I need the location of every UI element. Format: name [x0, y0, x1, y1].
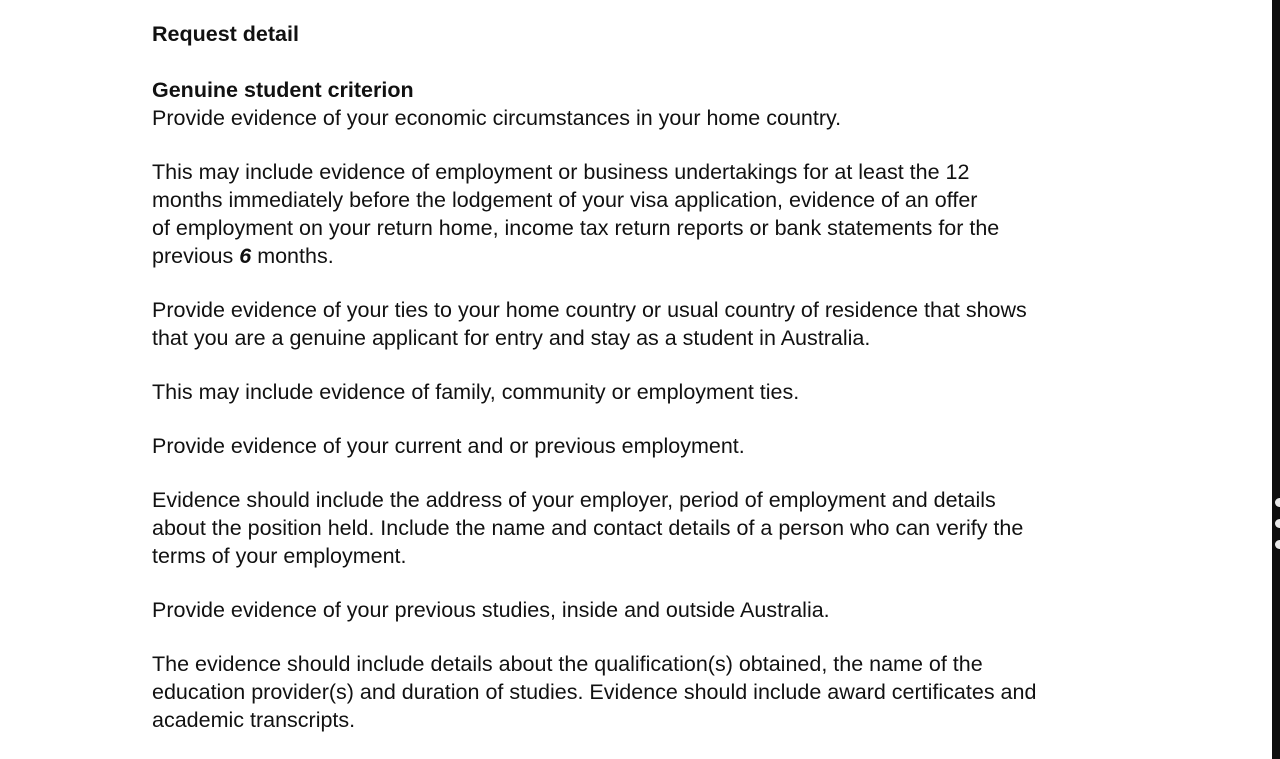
paragraph-line: academic transcripts. [152, 708, 356, 732]
scroll-handle[interactable] [1272, 498, 1280, 554]
paragraph-line: that you are a genuine applicant for entry and stay as a student in Australia. [152, 326, 871, 350]
paragraph-line: terms of your employment. [152, 544, 407, 568]
document-content [152, 20, 1152, 759]
paragraph-line: Evidence should include the address of your employer, period of employment and details [152, 488, 996, 512]
ties-examples-paragraph [152, 378, 1152, 406]
paragraph-line: of employment on your return home, income tax return reports or bank statements for the [152, 216, 1000, 240]
section-heading: Genuine student criterion [152, 78, 414, 102]
ties-paragraph [152, 296, 1152, 352]
request-detail-heading: Request detail [152, 22, 299, 46]
paragraph-line [152, 242, 1152, 270]
qualification-details-paragraph [152, 650, 1152, 734]
line-text: previous [152, 244, 240, 268]
handle-dot-icon [1275, 519, 1280, 528]
scrollbar-track[interactable] [1272, 0, 1280, 759]
paragraph-line: education provider(s) and duration of studies. Evidence should include award certificates and [152, 680, 1037, 704]
paragraph-line: This may include evidence of employment or business undertakings for at least the 12 [152, 160, 970, 184]
paragraph-line: Provide evidence of your ties to your home country or usual country of residence that shows [152, 298, 1027, 322]
line-text: months. [251, 244, 334, 268]
paragraph-line: Provide evidence of your previous studies, inside and outside Australia. [152, 598, 830, 622]
months-number: 6 [239, 244, 252, 268]
paragraph-line: The evidence should include details about the qualification(s) obtained, the name of the [152, 652, 983, 676]
paragraph-line: Provide evidence of your current and or previous employment. [152, 434, 745, 458]
employment-evidence-paragraph [152, 158, 1152, 270]
handle-dot-icon [1275, 540, 1280, 549]
paragraph-line: This may include evidence of family, community or employment ties. [152, 380, 800, 404]
paragraph-line: about the position held. Include the name and contact details of a person who can verify the [152, 516, 1024, 540]
previous-studies-paragraph [152, 596, 1152, 624]
intro-text: Provide evidence of your economic circumstances in your home country. [152, 106, 842, 130]
paragraph-line: months immediately before the lodgement of your visa application, evidence of an offer [152, 188, 978, 212]
intro-paragraph [152, 104, 1152, 132]
employer-details-paragraph [152, 486, 1152, 570]
handle-dot-icon [1275, 498, 1280, 507]
current-employment-paragraph [152, 432, 1152, 460]
